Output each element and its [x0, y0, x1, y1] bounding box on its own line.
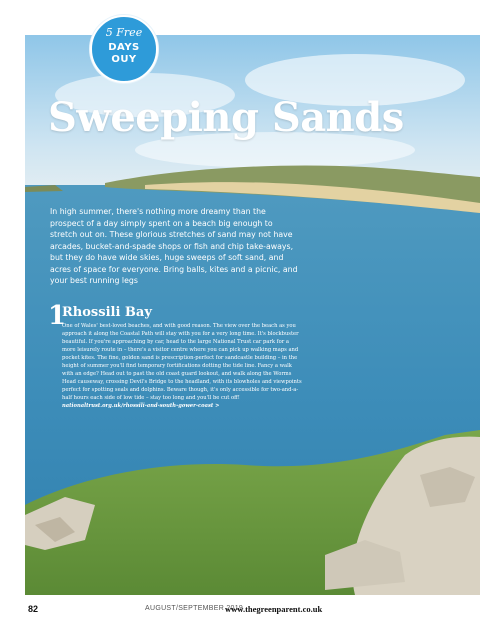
badge-line-3: OUY	[111, 54, 137, 65]
section-heading: Rhossili Bay	[62, 305, 152, 320]
article-headline: Sweeping Sands	[48, 94, 404, 141]
section-number: 1	[48, 301, 67, 331]
page-number: 82	[28, 604, 39, 614]
free-days-out-badge	[90, 15, 158, 83]
section-url: nationaltrust.org.uk/rhossili-and-south-gower-coast >	[62, 403, 220, 409]
website-link[interactable]: www.thegreenparent.co.uk	[225, 604, 323, 614]
section-body	[62, 322, 304, 410]
intro-paragraph: In high summer, there's nothing more dreamy than the prospect of a day simply spent on a beach big enough to stretch out on. These glorious stretches of sand may not have arcades, bucket-and-spade shops or fish and chip take-aways, but they do have wide skies, huge sweeps of soft sand, and acres of space for everyone. Bring balls, kites and a picnic, and your best running legs	[50, 207, 298, 285]
page-footer	[0, 598, 480, 628]
badge-line-2: DAYS	[108, 42, 140, 53]
issue-date: AUGUST/SEPTEMBER 2019	[145, 605, 244, 612]
section-body-text: One of Wales' best-loved beaches, and with good reason. The view over the beach as you approach it along the Coastal Path will stay with you for a very long time. It's blockbuster beautiful. If you're approaching by car, head to the large National Trust car park for a more leisurely route in – there's a visitor centre where you can pick up walking maps and pocket kites. The fine, golden sand is prescription-perfect for sandcastle building – in the height of summer you'll find temporary fortifications dotting the tide line. Fancy a walk with an edge? Head out to past the old coast guard lookout, and walk along the Worms Head causeway, crossing Devil's Bridge to the headland, with its blowholes and viewpoints perfect for spotting seals and dolphins. Beware though, it's only accessible for two-and-a-half hours each side of low tide – stay too long and you'll be cut off!	[62, 323, 302, 401]
badge-line-1: 5 Free	[105, 26, 143, 39]
